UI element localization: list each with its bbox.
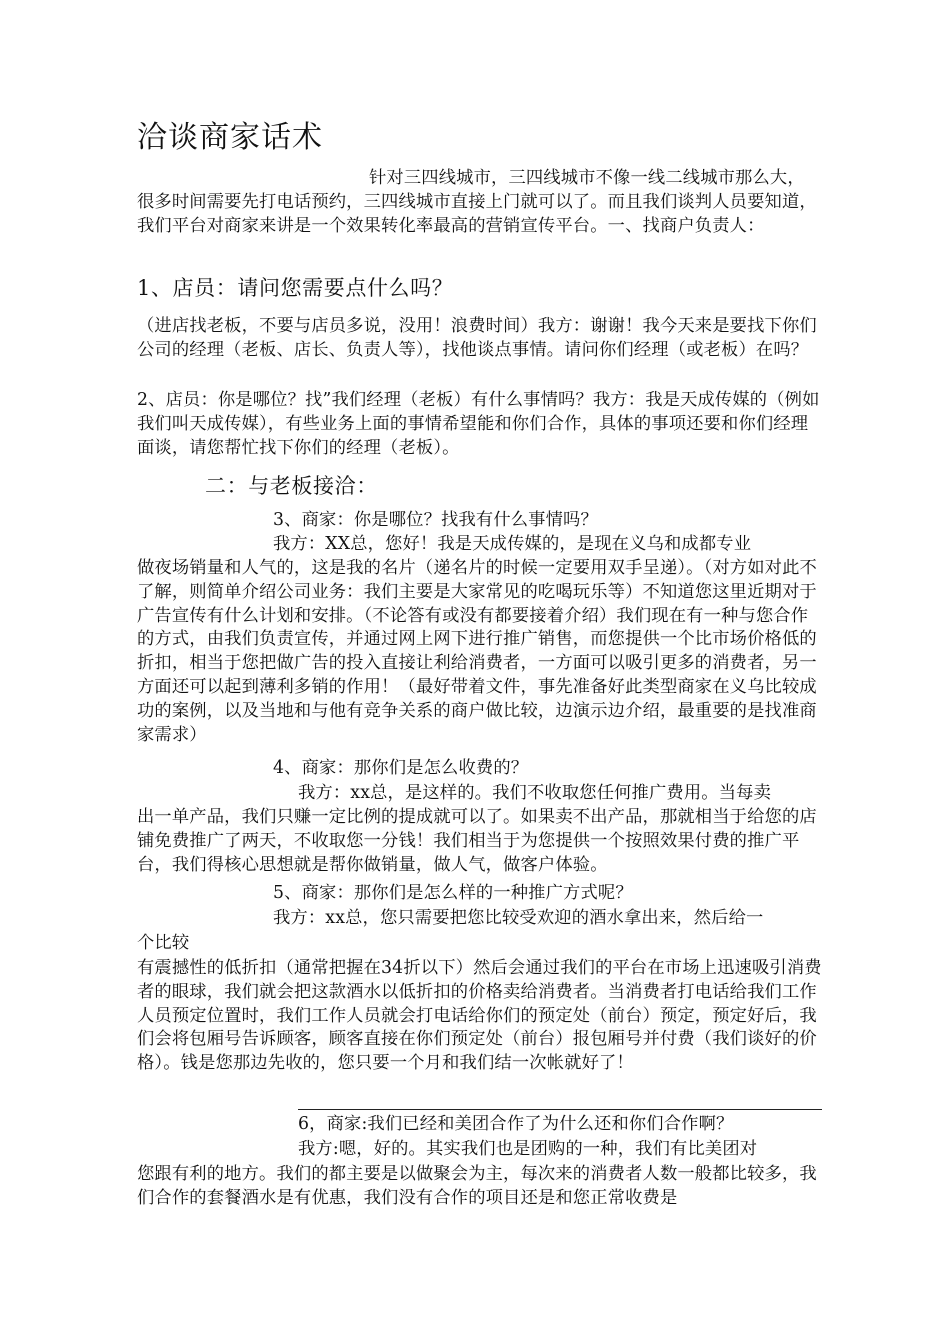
- divider-line: [298, 1109, 822, 1110]
- question-6: 6，商家:我们已经和美团合作了为什么还和你们合作啊？: [298, 1114, 734, 1134]
- paragraph-2: 2、店员：你是哪位？找”我们经理（老板）有什么事情吗？我方：我是天成传媒的（例如我们叫天成传媒），有些业务上面的事情希望能和你们合作，具体的事项还要和你们经理面谈，请您帮忙找下你们的经理（老板）。: [137, 390, 820, 458]
- answer-3-body: 做夜场销量和人气的，这是我的名片（递名片的时候一定要用双手呈递）。（对方如对此不了解，则简单介绍公司业务：我们主要是大家常见的吃喝玩乐等）不知道您这里近期对于广告宣传有什么计划和安排。（不论答有或没有都要接着介绍）我们现在有一种与您合作的方式，由我们负责宣传，并通过网上网下进行推广销售，而您提供一个比市场价格低的折扣，相当于您把做广告的投入直接让利给消费者，一方面可以吸引更多的消费者，另一方面还可以起到薄利多销的作用！（最好带着文件，事先准备好此类型商家在义乌比较成功的案例，以及当地和与他有竞争关系的商户做比较，边演示边介绍，最重要的是找准商家需求）: [137, 558, 817, 745]
- answer-6-first-line: 我方:嗯，好的。其实我们也是团购的一种，我们有比美团对: [298, 1139, 758, 1159]
- answer-3-first-line: 我方：XX总，您好！我是天成传媒的，是现在义乌和成都专业: [273, 534, 752, 554]
- answer-5-second-line: 个比较: [137, 933, 190, 953]
- section-heading-1: 1、店员：请问您需要点什么吗？: [137, 276, 454, 300]
- answer-6-body: 您跟有利的地方。我们的都主要是以做聚会为主，每次来的消费者人数一般都比较多，我们合作的套餐酒水是有优惠，我们没有合作的项目还是和您正常收费是: [137, 1164, 817, 1208]
- answer-5-body: 有震撼性的低折扣（通常把握在34折以下）然后会通过我们的平台在市场上迅速吸引消费者的眼球，我们就会把这款酒水以低折扣的价格卖给消费者。当消费者打电话给我们工作人员预定位置时，我们工作人员就会打电话给你们的预定处（前台）预定，预定好后，我们会将包厢号告诉顾客，顾客直接在你们预定处（前台）报包厢号并付费（我们谈好的价格）。钱是您那边先收的，您只要一个月和我们结一次帐就好了！: [137, 958, 822, 1074]
- question-3: 3、商家：你是哪位？找我有什么事情吗？: [273, 510, 598, 530]
- paragraph-1: （进店找老板，不要与店员多说，没用！浪费时间）我方：谢谢！我今天来是要找下你们公司的经理（老板、店长、负责人等），找他谈点事情。请问你们经理（或老板）在吗？: [137, 316, 817, 360]
- answer-4-body: 出一单产品，我们只赚一定比例的提成就可以了。如果卖不出产品，那就相当于给您的店铺免费推广了两天，不收取您一分钱！我们相当于为您提供一个按照效果付费的推广平台，我们得核心思想就是帮你做销量，做人气，做客户体验。: [137, 807, 817, 875]
- answer-5-first-line: 我方：xx总，您只需要把您比较受欢迎的酒水拿出来，然后给一: [273, 908, 764, 928]
- question-4: 4、商家：那你们是怎么收费的？: [273, 758, 529, 778]
- intro-paragraph: 针对三四线城市，三四线城市不像一线二线城市那么大，很多时间需要先打电话预约，三四线城市直接上门就可以了。而且我们谈判人员要知道，我们平台对商家来讲是一个效果转化率最高的营销宣传平台。一、找商户负责人：: [137, 168, 817, 236]
- section-heading-2: 二：与老板接洽：: [205, 474, 378, 498]
- question-5: 5、商家：那你们是怎么样的一种推广方式呢？: [273, 883, 633, 903]
- answer-4-first-line: 我方：xx总，是这样的。我们不收取您任何推广费用。当每卖: [298, 783, 772, 803]
- page-title: 洽谈商家话术: [137, 120, 323, 155]
